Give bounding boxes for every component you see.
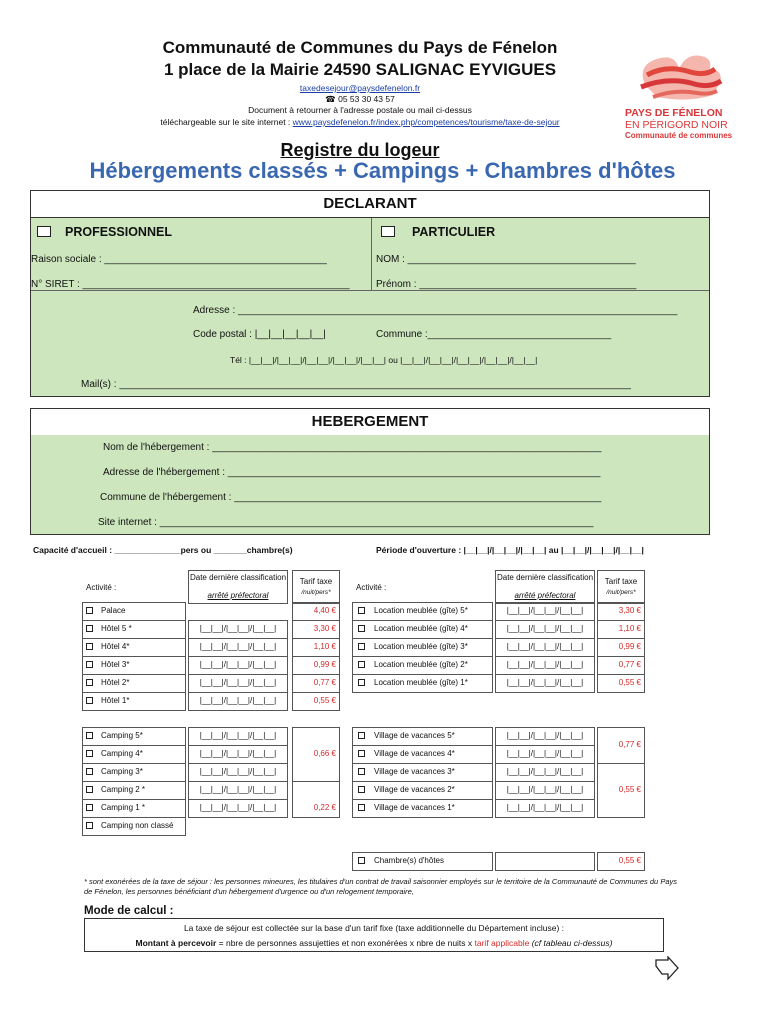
camping-label: Camping non classé (101, 821, 174, 830)
declarant-section (30, 190, 710, 397)
mode-calcul-box (84, 918, 664, 952)
mode-calcul-line1: La taxe de séjour est collectée sur la base d'un tarif fixe (taxe additionnelle du Département incluse) : (183, 923, 565, 933)
register-title: Registre du logeur (280, 140, 440, 160)
camping-label: Camping 4* (101, 749, 143, 758)
activite-header-left: Activité : (86, 583, 117, 592)
montant-label: Montant à percevoir (135, 938, 217, 948)
particulier-label: PARTICULIER (412, 225, 496, 239)
activity-checkbox[interactable] (86, 625, 93, 632)
date-field[interactable]: |__|__|/|__|__|/|__|__| (199, 678, 277, 687)
activity-label: Location meublée (gîte) 3* (374, 642, 468, 651)
village-label: Village de vacances 5* (374, 731, 455, 740)
organization-address: 1 place de la Mairie 24590 SALIGNAC EYVIGUES (163, 60, 557, 79)
camping-tarif-a: 0,66 € (313, 749, 336, 758)
camping-checkbox[interactable] (86, 750, 93, 757)
tarif-value: 0,55 € (313, 696, 336, 705)
chambres-checkbox[interactable] (358, 857, 365, 864)
adresse-field[interactable]: Adresse : _______________________________________________________________________________ (193, 305, 678, 316)
date-field[interactable]: |__|__|/|__|__|/|__|__| (506, 624, 584, 633)
site-internet-field[interactable]: Site internet : ______________________________________________________________________________ (98, 517, 594, 528)
prenom-field[interactable]: Prénom : _______________________________________ (376, 279, 637, 290)
camping-checkbox[interactable] (86, 732, 93, 739)
date-field[interactable]: |__|__|/|__|__|/|__|__| (506, 642, 584, 651)
logo-line-3: Communauté de communes (625, 131, 733, 140)
pays-de-fenelon-logo (617, 45, 747, 140)
date-header-left-line1: Date dernière classification (189, 573, 287, 582)
activity-checkbox[interactable] (358, 661, 365, 668)
activity-label: Location meublée (gîte) 2* (374, 660, 468, 669)
tarif-header-right (597, 570, 645, 604)
village-checkbox[interactable] (358, 786, 365, 793)
register-subtitle: Hébergements classés + Campings + Chambres d'hôtes (89, 158, 676, 183)
mode-calcul-line2 (85, 933, 663, 948)
date-field[interactable]: |__|__|/|__|__|/|__|__| (199, 767, 277, 776)
telephone-field[interactable]: Tél : |__|__|/|__|__|/|__|__|/|__|__|/|__|__| ou |__|__|/|__|__|/|__|__|/|__|__|/|__|__| (230, 355, 538, 365)
tarif-value: 1,10 € (618, 624, 641, 633)
organization-name: Communauté de Communes du Pays de Fénelon (162, 38, 558, 57)
nom-hebergement-field[interactable]: Nom de l'hébergement : ______________________________________________________________________ (103, 442, 602, 453)
tarif-value: 0,99 € (313, 660, 336, 669)
activity-label: Location meublée (gîte) 4* (374, 624, 468, 633)
activity-label: Hôtel 3* (101, 660, 130, 669)
village-checkbox[interactable] (358, 768, 365, 775)
date-field[interactable]: |__|__|/|__|__|/|__|__| (199, 660, 277, 669)
activity-checkbox[interactable] (86, 661, 93, 668)
date-field[interactable]: |__|__|/|__|__|/|__|__| (506, 785, 584, 794)
date-field[interactable]: |__|__|/|__|__|/|__|__| (506, 606, 584, 615)
mode-calcul-title: Mode de calcul : (84, 905, 174, 917)
tarif-value: 0,77 € (313, 678, 336, 687)
village-tarif-b: 0,55 € (618, 785, 641, 794)
date-field[interactable]: |__|__|/|__|__|/|__|__| (199, 696, 277, 705)
professionnel-checkbox[interactable] (37, 226, 51, 237)
periode-field[interactable]: Période d'ouverture : |__|__|/|__|__|/|__|__| au |__|__|/|__|__|/|__|__| (376, 545, 644, 555)
hebergement-title: HEBERGEMENT (31, 409, 709, 435)
professionnel-label: PROFESSIONNEL (65, 225, 172, 239)
hebergement-section (30, 408, 710, 535)
camping-label: Camping 2 * (101, 785, 146, 794)
tarif-header-left-label: Tarif taxe (299, 577, 333, 586)
activity-label: Location meublée (gîte) 1* (374, 678, 468, 687)
activity-checkbox[interactable] (358, 643, 365, 650)
village-label: Village de vacances 3* (374, 767, 455, 776)
chambres-date-cell (495, 852, 595, 871)
activity-label: Location meublée (gîte) 5* (374, 606, 468, 615)
activity-label: Hôtel 1* (101, 696, 130, 705)
tarif-header-left-unit: /nuit/pers* (301, 589, 331, 596)
tarif-value: 3,30 € (313, 624, 336, 633)
date-field[interactable]: |__|__|/|__|__|/|__|__| (199, 731, 277, 740)
activity-checkbox[interactable] (86, 607, 93, 614)
nom-field[interactable]: NOM : _________________________________________ (376, 254, 636, 265)
date-header-right-line1: Date dernière classification (496, 573, 594, 582)
camping-label: Camping 3* (101, 767, 143, 776)
declarant-divider (371, 218, 372, 290)
tableau-ref: (cf tableau ci-dessus) (529, 938, 613, 948)
commune-field[interactable]: Commune :_________________________________ (376, 329, 612, 340)
tarif-value: 0,55 € (618, 678, 641, 687)
date-header-right (495, 570, 595, 604)
tarif-header-right-label: Tarif taxe (604, 577, 638, 586)
activity-label: Hôtel 5 * (101, 624, 132, 633)
activity-label: Palace (101, 606, 126, 615)
activite-header-right: Activité : (356, 583, 387, 592)
camping-checkbox[interactable] (86, 804, 93, 811)
download-line (40, 117, 680, 127)
tarif-value: 0,77 € (618, 660, 641, 669)
chambres-tarif: 0,55 € (618, 856, 641, 865)
activity-checkbox[interactable] (86, 643, 93, 650)
village-tarif-a: 0,77 € (618, 740, 641, 749)
tarif-header-right-unit: /nuit/pers* (606, 589, 636, 596)
tarif-header-left (292, 570, 340, 604)
phone-number: ☎ 05 53 30 43 57 (325, 94, 395, 104)
activity-checkbox[interactable] (358, 679, 365, 686)
tarif-applicable: tarif applicable (474, 938, 530, 948)
montant-formula: = nbre de personnes assujetties et non exonérées x nbre de nuits x (216, 938, 475, 948)
logo-line-1: PAYS DE FÉNELON (625, 107, 723, 119)
date-field[interactable]: |__|__|/|__|__|/|__|__| (506, 767, 584, 776)
tarif-value: 1,10 € (313, 642, 336, 651)
adresse-hebergement-field[interactable]: Adresse de l'hébergement : ___________________________________________________________________ (103, 467, 601, 478)
capacite-text: Capacité d'accueil : ______________pers ou _______chambre(s) (33, 545, 293, 555)
date-field[interactable]: |__|__|/|__|__|/|__|__| (506, 803, 584, 812)
date-field[interactable]: |__|__|/|__|__|/|__|__| (506, 749, 584, 758)
exoneration-footnote: * sont exonérées de la taxe de séjour : les personnes mineures, les titulaires d'un contrat de travail saisonnier employés sur le territoire de la Communauté de Communes du Pays de Fénelon, les personnes bénéficiant d'un hébergement d'urgence ou d'un relogement temporaire, (84, 877, 677, 896)
declarant-title: DECLARANT (31, 191, 709, 218)
camping-label: Camping 5* (101, 731, 143, 740)
village-checkbox[interactable] (358, 804, 365, 811)
date-field[interactable]: |__|__|/|__|__|/|__|__| (199, 749, 277, 758)
particulier-checkbox[interactable] (381, 226, 395, 237)
logo-line-2: EN PÉRIGORD NOIR (625, 119, 728, 131)
tarif-value: 3,30 € (618, 606, 641, 615)
siret-field[interactable]: N° SIRET : ________________________________________________ (31, 279, 350, 290)
download-prefix: téléchargeable sur le site internet : (160, 117, 291, 127)
commune-hebergement-field[interactable]: Commune de l'hébergement : __________________________________________________________________ (100, 492, 602, 503)
date-field[interactable]: |__|__|/|__|__|/|__|__| (506, 660, 584, 669)
capacite-field[interactable] (33, 545, 293, 555)
date-header-left (188, 570, 288, 604)
camping-checkbox[interactable] (86, 786, 93, 793)
camping-tarif-cell-b (292, 781, 340, 818)
camping-label: Camping 1 * (101, 803, 146, 812)
camping-checkbox[interactable] (86, 822, 93, 829)
activity-checkbox[interactable] (358, 607, 365, 614)
email-link[interactable]: taxedesejour@paysdefenelon.fr (299, 83, 421, 93)
village-checkbox[interactable] (358, 750, 365, 757)
village-checkbox[interactable] (358, 732, 365, 739)
village-label: Village de vacances 1* (374, 803, 455, 812)
mail-field[interactable]: Mail(s) : ____________________________________________________________________________________________ (81, 379, 631, 390)
activity-label: Hôtel 4* (101, 642, 130, 651)
raison-sociale-field[interactable]: Raison sociale : ________________________________________ (31, 254, 327, 265)
return-instructions: Document à retourner à l'adresse postale ou mail ci-dessus (248, 105, 472, 115)
date-field[interactable]: |__|__|/|__|__|/|__|__| (506, 731, 584, 740)
date-field[interactable]: |__|__|/|__|__|/|__|__| (199, 803, 277, 812)
arrow-glyph (654, 956, 680, 982)
website-link[interactable]: www.paysdefenelon.fr/index.php/competences/tourisme/taxe-de-sejour (292, 117, 560, 127)
logo-graphic (617, 45, 747, 107)
village-label: Village de vacances 2* (374, 785, 455, 794)
camping-tarif-b: 0,22 € (313, 803, 336, 812)
camping-checkbox[interactable] (86, 768, 93, 775)
chambres-label: Chambre(s) d'hôtes (374, 856, 444, 865)
date-field[interactable]: |__|__|/|__|__|/|__|__| (506, 678, 584, 687)
activity-checkbox[interactable] (358, 625, 365, 632)
activity-label: Hôtel 2* (101, 678, 130, 687)
declarant-separator (31, 290, 709, 291)
tarif-value: 4,40 € (313, 606, 336, 615)
date-field[interactable]: |__|__|/|__|__|/|__|__| (199, 624, 277, 633)
activity-checkbox[interactable] (86, 697, 93, 704)
tarif-value: 0,99 € (618, 642, 641, 651)
date-header-right-line2: arrêté préfectoral (514, 591, 576, 600)
date-header-left-line2: arrêté préfectoral (207, 591, 269, 600)
activity-checkbox[interactable] (86, 679, 93, 686)
date-field[interactable]: |__|__|/|__|__|/|__|__| (199, 642, 277, 651)
code-postal-field[interactable]: Code postal : |__|__|__|__|__| (193, 329, 326, 340)
village-label: Village de vacances 4* (374, 749, 455, 758)
date-field[interactable]: |__|__|/|__|__|/|__|__| (199, 785, 277, 794)
next-page-arrow-icon[interactable] (654, 956, 680, 987)
